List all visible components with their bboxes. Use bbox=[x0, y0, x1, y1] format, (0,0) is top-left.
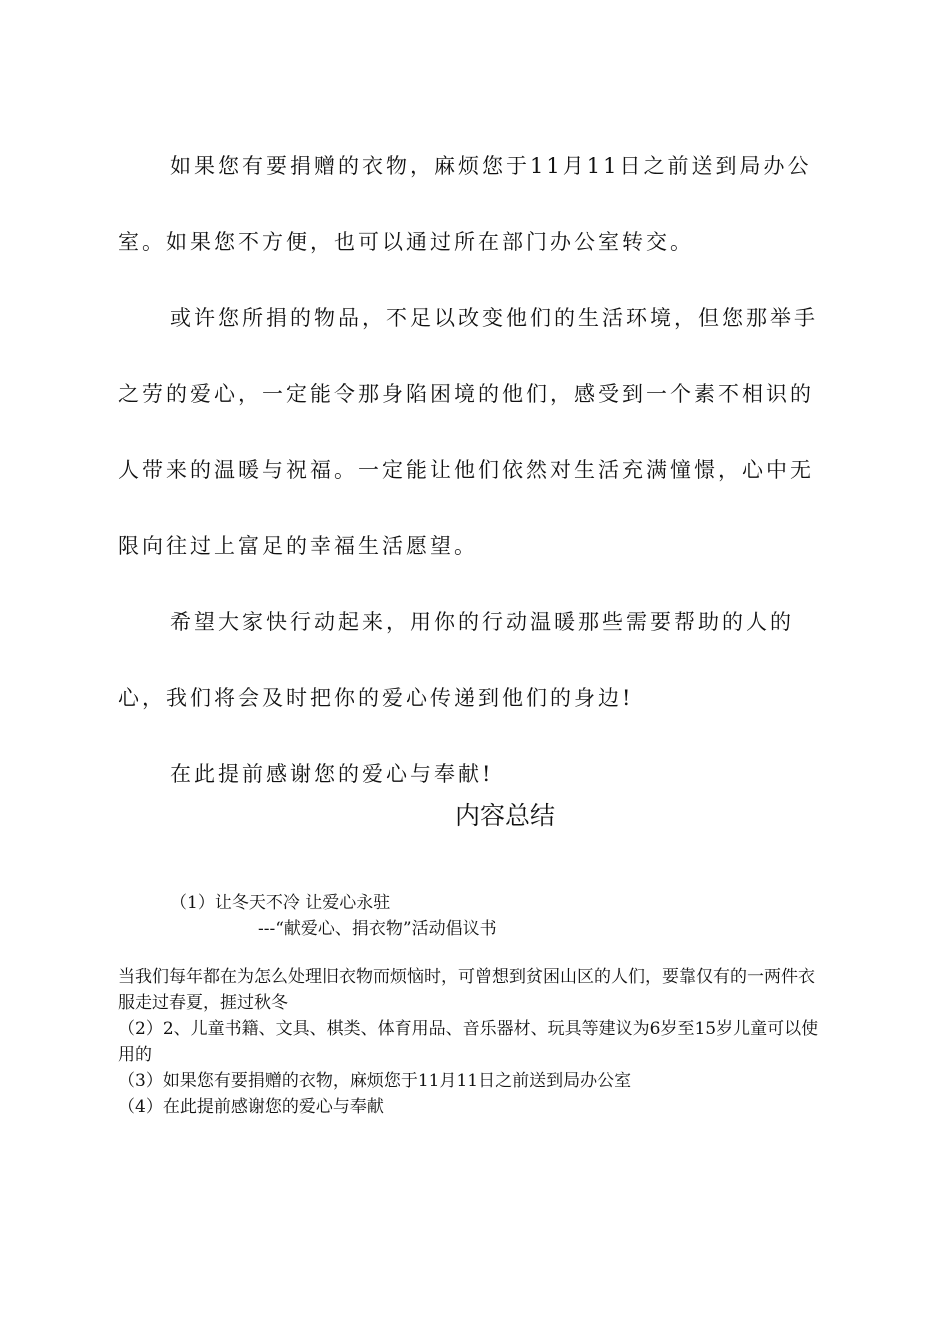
summary-heading: （1）让冬天不冷 让爱心永驻 bbox=[170, 893, 391, 913]
summary-item-2: （2）2、儿童书籍、文具、棋类、体育用品、音乐器材、玩具等建议为6岁至15岁儿童可以使用的 bbox=[118, 1019, 819, 1065]
paragraph-call-to-action: 希望大家快行动起来，用你的行动温暖那些需要帮助的人的心，我们将会及时把你的爱心传递到他们的身边! bbox=[118, 610, 794, 710]
summary-body-1: 当我们每年都在为怎么处理旧衣物而烦恼时，可曾想到贫困山区的人们，要靠仅有的一两件衣服走过春夏，捱过秋冬 bbox=[118, 967, 815, 1013]
summary-subheading: ---“献爱心、捐衣物”活动倡议书 bbox=[258, 919, 497, 939]
summary-item-3: （3）如果您有要捐赠的衣物，麻烦您于11月11日之前送到局办公室 bbox=[118, 1071, 632, 1091]
summary-title: 内容总结 bbox=[454, 801, 555, 830]
paragraph-love-message: 或许您所捐的物品，不足以改变他们的生活环境，但您那举手之劳的爱心，一定能令那身陷困境的他们，感受到一个素不相识的人带来的温暖与祝福。一定能让他们依然对生活充满憧憬，心中无限向往过上富足的幸福生活愿望。 bbox=[118, 306, 818, 558]
summary-section bbox=[118, 890, 830, 1120]
main-body bbox=[118, 128, 830, 812]
paragraph-thanks: 在此提前感谢您的爱心与奉献! bbox=[170, 762, 494, 786]
summary-item-4: （4）在此提前感谢您的爱心与奉献 bbox=[118, 1097, 384, 1117]
paragraph-donation-instructions: 如果您有要捐赠的衣物，麻烦您于11月11日之前送到局办公室。如果您不方便，也可以通过所在部门办公室转交。 bbox=[118, 154, 812, 254]
